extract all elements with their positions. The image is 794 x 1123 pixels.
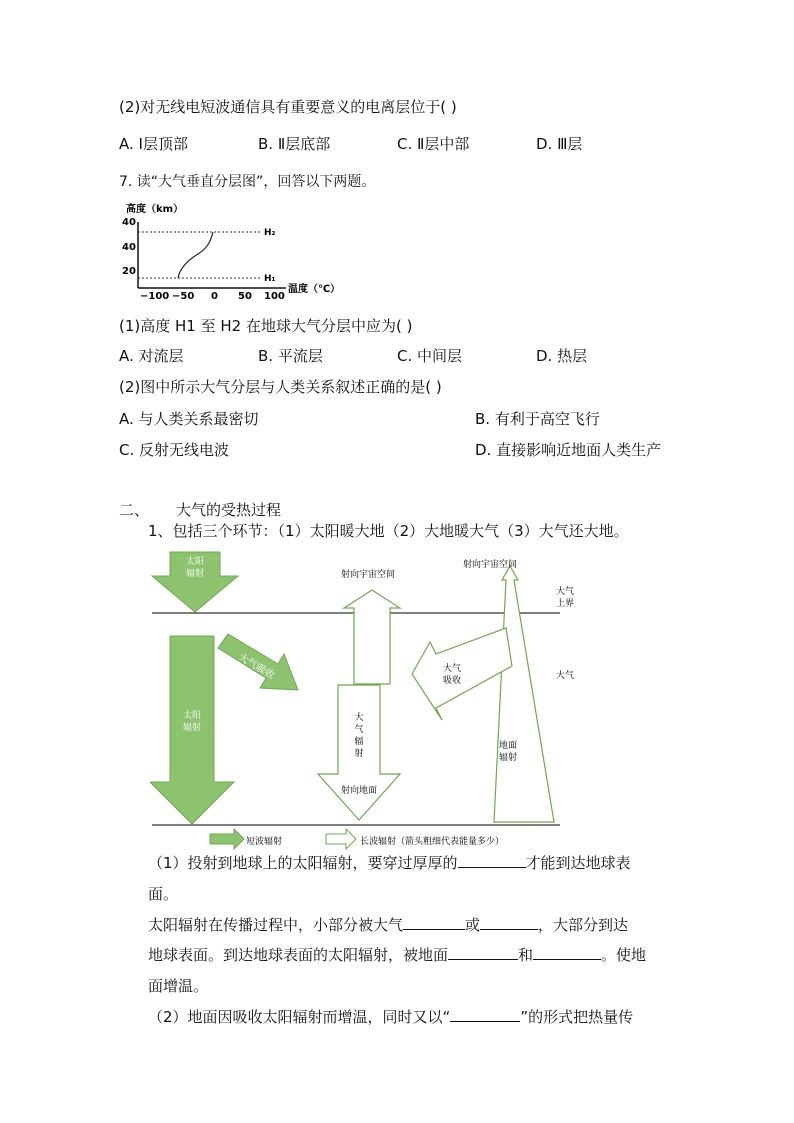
question-6-2-stem: (2)对无线电短波通信具有重要意义的电离层位于( ): [119, 98, 457, 116]
fill-text: 或: [465, 916, 481, 934]
ground-rad-label-1: 地面: [498, 741, 518, 751]
option-b: B. Ⅱ层底部: [258, 135, 331, 153]
y-tick-label: 20: [122, 266, 136, 277]
fill-line-6: [148, 1006, 633, 1027]
fill-text: （1）投射到地球上的太阳辐射，要穿过厚厚的: [148, 854, 458, 872]
x-tick-label: 50: [238, 291, 252, 302]
fill-text: ”的形式把热量传: [520, 1008, 634, 1026]
y-tick-label: 40: [122, 242, 136, 253]
fill-line-2: 面。: [148, 885, 179, 903]
to-space-arrow-1: [344, 590, 400, 684]
fill-text: 太阳辐射在传播过程中，小部分被大气: [148, 916, 404, 934]
question-7-title: 7. 读“大气垂直分层图”，回答以下两题。: [119, 174, 376, 190]
question-7-2-stem: (2)图中所示大气分层与人类关系叙述正确的是( ): [119, 378, 442, 396]
legend-long-wave-arrow: [326, 829, 356, 849]
x-tick-label: 100: [264, 291, 285, 302]
fill-line-3: [148, 914, 628, 935]
atm-rad-3: 辐: [354, 737, 364, 747]
h2-label: H₂: [264, 228, 276, 238]
heating-process-diagram: [150, 542, 670, 852]
answer-blank[interactable]: [448, 945, 518, 960]
solar-down-label-2: 辐射: [182, 723, 202, 733]
solar-top-label-2: 辐射: [185, 569, 205, 579]
solar-down-label-1: 太阳: [182, 711, 202, 721]
answer-blank[interactable]: [533, 945, 601, 960]
answer-blank[interactable]: [403, 915, 465, 930]
fill-text: （2）地面因吸收太阳辐射而增温，同时又以“: [148, 1008, 451, 1026]
fill-text: 才能到达地球表: [525, 854, 631, 872]
y-axis-label: 高度（km）: [126, 204, 184, 215]
y-tick-label: 40: [122, 217, 136, 228]
answer-blank[interactable]: [450, 1007, 520, 1022]
section-number: 二、: [119, 501, 150, 519]
x-axis-label: 温度（℃）: [288, 284, 341, 295]
h1-label: H₁: [264, 274, 276, 284]
answer-blank[interactable]: [480, 915, 538, 930]
atm-top-label-2: 上界: [556, 599, 575, 609]
answer-blank[interactable]: [458, 853, 526, 868]
x-tick-label: 0: [211, 291, 218, 302]
x-tick-label: −50: [172, 291, 195, 302]
option-c: C. 中间层: [397, 347, 463, 365]
ground-radiation-arrow: [494, 566, 554, 822]
fill-text: 和: [518, 946, 534, 964]
atm-rad-1: 大: [354, 713, 364, 723]
option-a: A. 对流层: [119, 347, 184, 365]
solar-top-label-1: 太阳: [185, 557, 205, 567]
absorb-label: 大气吸收: [236, 652, 277, 682]
atm-label: 大气: [556, 671, 575, 681]
option-c: C. Ⅱ层中部: [397, 135, 470, 153]
option-b: B. 有利于高空飞行: [475, 410, 600, 428]
legend-long-label: 长波辐射（箭头粗细代表能量多少）: [360, 837, 505, 847]
fill-text: 地球表面。到达地球表面的太阳辐射，被地面: [148, 946, 449, 964]
option-d: D. 直接影响近地面人类生产: [475, 441, 662, 459]
to-space-label-1: 射向宇宙空间: [340, 570, 396, 580]
option-b: B. 平流层: [258, 347, 323, 365]
legend-short-label: 短波辐射: [246, 837, 283, 847]
to-ground-label: 射向地面: [340, 786, 378, 796]
option-a: A. Ⅰ层顶部: [119, 135, 188, 153]
vertical-layer-chart: [118, 198, 342, 302]
atm-top-label-1: 大气: [556, 587, 575, 597]
atm-rad-2: 气: [354, 725, 364, 735]
x-tick-label: −100: [140, 291, 170, 302]
fill-line-5: 面增温。: [148, 977, 209, 995]
to-space-label-2: 射向宇宙空间: [462, 560, 518, 570]
question-7-1-stem: (1)高度 H1 至 H2 在地球大气分层中应为( ): [119, 317, 413, 335]
temperature-curve: [178, 232, 213, 278]
section-title: 大气的受热过程: [176, 501, 282, 519]
absorb2-label-2: 吸收: [442, 676, 462, 686]
option-c: C. 反射无线电波: [119, 441, 230, 459]
fill-line-1: [148, 852, 631, 873]
fill-text: 。使地: [601, 946, 647, 964]
atm-rad-4: 射: [354, 749, 364, 759]
fill-text: ，大部分到达: [538, 916, 629, 934]
option-d: D. Ⅲ层: [536, 135, 583, 153]
fill-line-4: [148, 944, 646, 965]
ground-rad-label-2: 辐射: [498, 753, 518, 763]
absorb2-label-1: 大气: [442, 664, 462, 674]
option-d: D. 热层: [536, 347, 588, 365]
legend-short-wave-arrow: [210, 829, 244, 849]
atmosphere-absorb-arrow-2: [412, 628, 512, 720]
section-item-1: 1、包括三个环节：（1）太阳暖大地（2）大地暖大气（3）大气还大地。: [148, 522, 629, 540]
option-a: A. 与人类关系最密切: [119, 410, 259, 428]
